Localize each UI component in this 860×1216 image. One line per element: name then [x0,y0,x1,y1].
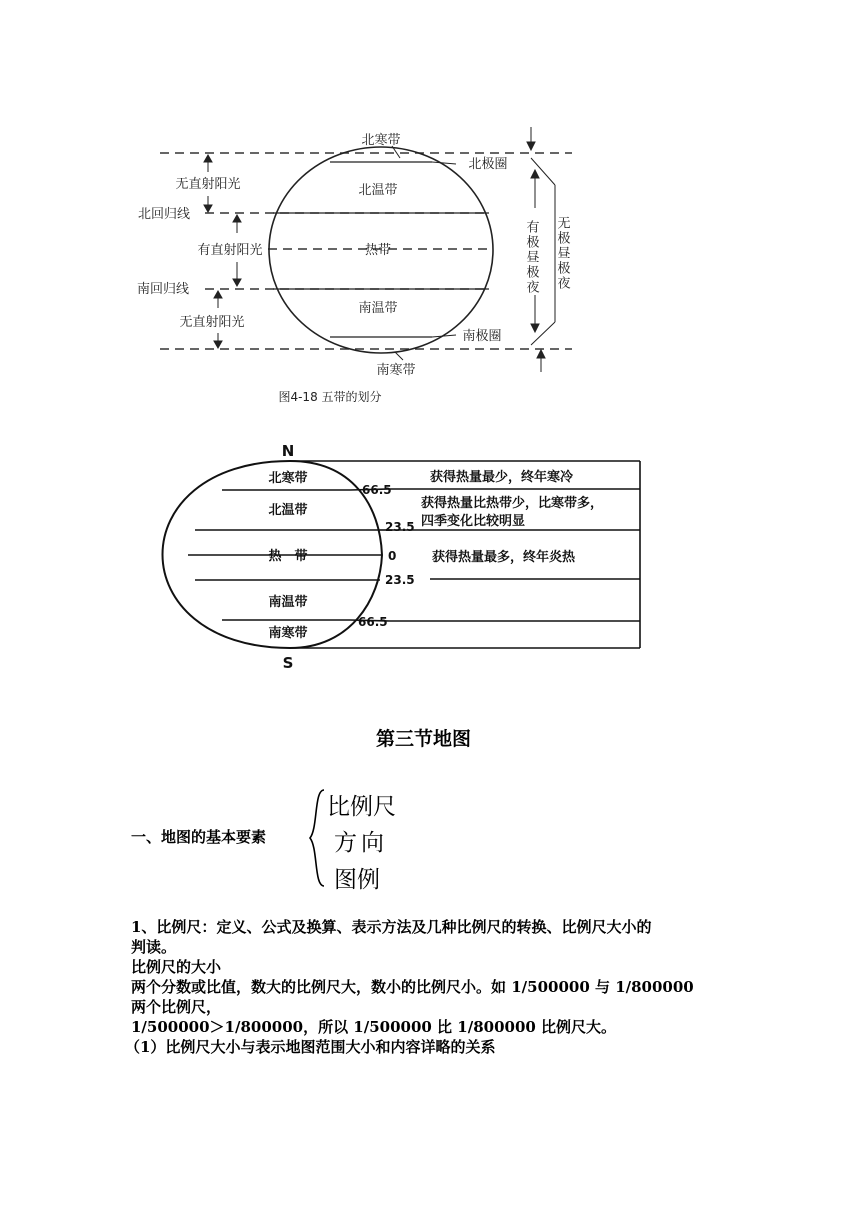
elements-label: 一、地图的基本要素 [131,828,267,846]
label-south-temperate: 南温带 [358,301,398,316]
figure1-caption: 图4-18 五带的划分 [278,390,382,404]
label-tropical: 热带 [364,243,392,258]
zone-north-frigid: 北寒带 [268,471,308,486]
zone-north-temperate: 北温带 [268,503,308,518]
label-south-frigid: 南寒带 [376,363,416,378]
label-no-direct-sun-top: 无直射阳光 [175,177,241,192]
desc-temperate-1: 获得热量比热带少，比寒带多， [421,496,604,511]
zone-south-frigid: 南寒带 [268,626,308,641]
label-tropic-cancer: 北回归线 [137,207,191,222]
zone-tropical: 热 带 [268,549,308,564]
desc-tropical: 获得热量最多，终年炎热 [432,550,576,565]
south-marker: S [282,654,294,672]
para-line-3: 比例尺的大小 [131,958,222,976]
five-zones-figure [0,0,860,420]
para-line-6: 1/500000＞1/800000，所以 1/500000 比 1/800000 比例尺大。 [131,1018,617,1036]
element-scale: 比例尺 [327,794,396,820]
lat-s665: 66.5 [358,615,388,629]
para-line-4: 两个分数或比值，数大的比例尺大，数小的比例尺小。如 1/500000 与 1/800000 [131,978,694,996]
label-no-direct-sun-bottom: 无直射阳光 [179,315,245,330]
label-north-frigid: 北寒带 [361,133,401,148]
label-north-temperate: 北温带 [358,183,398,198]
element-legend: 图例 [334,867,380,893]
zones-heat-figure [0,430,860,680]
desc-frigid: 获得热量最少，终年寒冷 [430,470,574,485]
label-tropic-capricorn: 南回归线 [136,282,190,297]
element-direction: 方向 [334,830,388,856]
label-antarctic-circle: 南极圈 [462,329,502,344]
paragraph-block [125,917,771,1057]
section-title: 第三节地图 [376,728,472,750]
label-direct-sun: 有直射阳光 [197,243,263,258]
north-marker: N [281,442,295,460]
lat-s235: 23.5 [385,573,415,587]
lat-n665: 66.5 [362,483,392,497]
left-brace [306,788,328,888]
para-line-2: 判读。 [131,938,177,956]
lat-n235: 23.5 [385,520,415,534]
label-no-polar-day-night: 无极昼极夜 [554,216,570,291]
para-line-7: （1）比例尺大小与表示地图范围大小和内容详略的关系 [125,1038,496,1056]
label-arctic-circle: 北极圈 [468,157,508,172]
zone-south-temperate: 南温带 [268,595,308,610]
lat-eq: 0 [388,549,397,563]
label-has-polar-day-night: 有极昼极夜 [523,220,539,295]
desc-temperate-2: 四季变化比较明显 [421,514,526,529]
para-line-1: 1、比例尺：定义、公式及换算、表示方法及几种比例尺的转换、比例尺大小的 [131,918,652,936]
para-line-5: 两个比例尺， [131,998,222,1016]
